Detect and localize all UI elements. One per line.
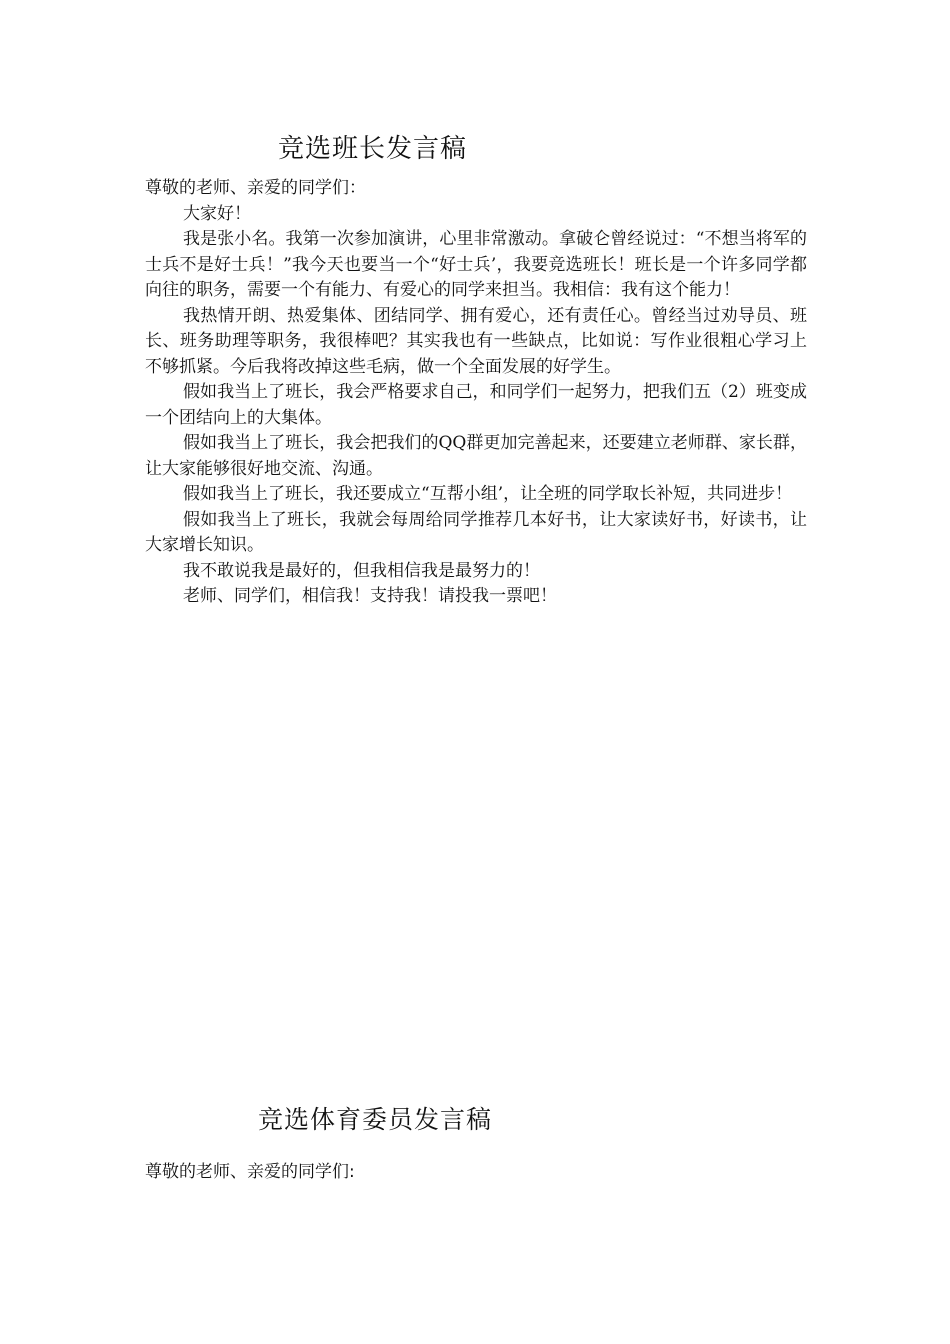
- speech-body-class-monitor: [145, 176, 807, 610]
- paragraph-greeting: 大家好！: [183, 203, 251, 224]
- paragraph-promise-books: 假如我当上了班长，我就会每周给同学推荐几本好书，让大家读好书，好读书，让大家增长知识。: [145, 509, 807, 555]
- salutation-sports-committee: 尊敬的老师、亲爱的同学们:: [145, 1162, 355, 1182]
- paragraph-strengths: 我热情开朗、热爱集体、团结同学、拥有爱心，还有责任心。曾经当过劝导员、班长、班务助理等职务，我很棒吧？其实我也有一些缺点，比如说：写作业很粗心学习上不够抓紧。今后我将改掉这些毛病，做一个全面发展的好学生。: [145, 305, 807, 377]
- paragraph-closing: 老师、同学们，相信我！支持我！请投我一票吧！: [183, 586, 557, 606]
- salutation: 尊敬的老师、亲爱的同学们：: [145, 178, 366, 198]
- speech-title-sports-committee: 竞选体育委员发言稿: [258, 1105, 493, 1134]
- speech-title-class-monitor: 竞选班长发言稿: [278, 134, 468, 164]
- paragraph-effort: 我不敢说我是最好的，但我相信我是最努力的！: [183, 560, 540, 581]
- paragraph-promise-qq-group: 假如我当上了班长，我会把我们的QQ群更加完善起来，还要建立老师群、家长群，让大家能够很好地交流、沟通。: [145, 433, 807, 479]
- paragraph-introduction: 我是张小名。我第一次参加演讲，心里非常激动。拿破仑曾经说过：“不想当将军的士兵不是好士兵！”我今天也要当一个“好士兵’，我要竞选班长！班长是一个许多同学都向往的职务，需要一个有能力、有爱心的同学来担当。我相信：我有这个能力！: [145, 229, 807, 300]
- paragraph-promise-class: 假如我当上了班长，我会严格要求自己，和同学们一起努力，把我们五（2）班变成一个团结向上的大集体。: [145, 382, 807, 428]
- paragraph-promise-help-group: 假如我当上了班长，我还要成立“互帮小组’，让全班的同学取长补短，共同进步！: [183, 484, 793, 504]
